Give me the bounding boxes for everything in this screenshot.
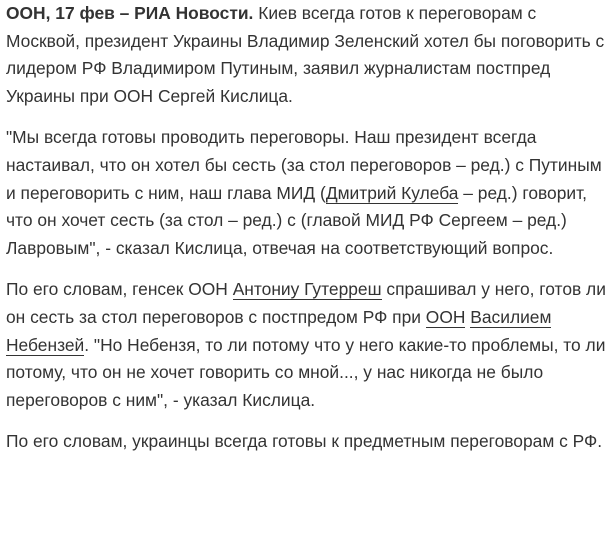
guterres-text-middle: спрашивал у него, готов ли он сесть за стол переговоров с постпредом РФ при — [6, 279, 606, 327]
quote-text-start: "Мы всегда готовы проводить переговоры. Наш президент всегда настаивал, что он хотел бы сесть (за стол переговоров – ред.) с Путиным и переговорить с ним, наш глава МИД ( — [6, 127, 602, 203]
link-un[interactable]: ООН — [425, 306, 466, 327]
guterres-text-end: . "Но Небензя, то ли потому что у него какие-то проблемы, то ли потому, что он не хочет говорить со мной..., у нас никогда не было переговоров с ним", - указал Кислица. — [6, 334, 606, 410]
closing-text: По его словам, украинцы всегда готовы к предметным переговорам с РФ. — [6, 431, 603, 452]
paragraph-lead — [6, 0, 610, 110]
link-vasily-nebenzya[interactable]: Василием Небензей — [6, 306, 552, 355]
guterres-text-start: По его словам, генсек ООН — [6, 279, 233, 300]
dateline: ООН, 17 фев – РИА Новости. — [6, 3, 254, 23]
paragraph-quote — [6, 124, 610, 262]
link-antonio-guterres[interactable]: Антониу Гутерреш — [232, 279, 382, 300]
link-dmitry-kuleba[interactable]: Дмитрий Кулеба — [325, 182, 459, 203]
lead-text: Киев всегда готов к переговорам с Москвой, президент Украины Владимир Зеленский хотел бы поговорить с лидером РФ Владимиром Путиным, заявил журналистам постпред Украины при ООН Сергей Кислица. — [6, 3, 605, 106]
paragraph-guterres — [6, 276, 610, 414]
paragraph-closing — [6, 428, 610, 456]
quote-text-end: – ред.) говорит, что он хочет сесть (за стол – ред.) с (главой МИД РФ Сергеем – ред.) Лавровым", - сказал Кислица, отвечая на соответствующий вопрос. — [6, 182, 587, 258]
